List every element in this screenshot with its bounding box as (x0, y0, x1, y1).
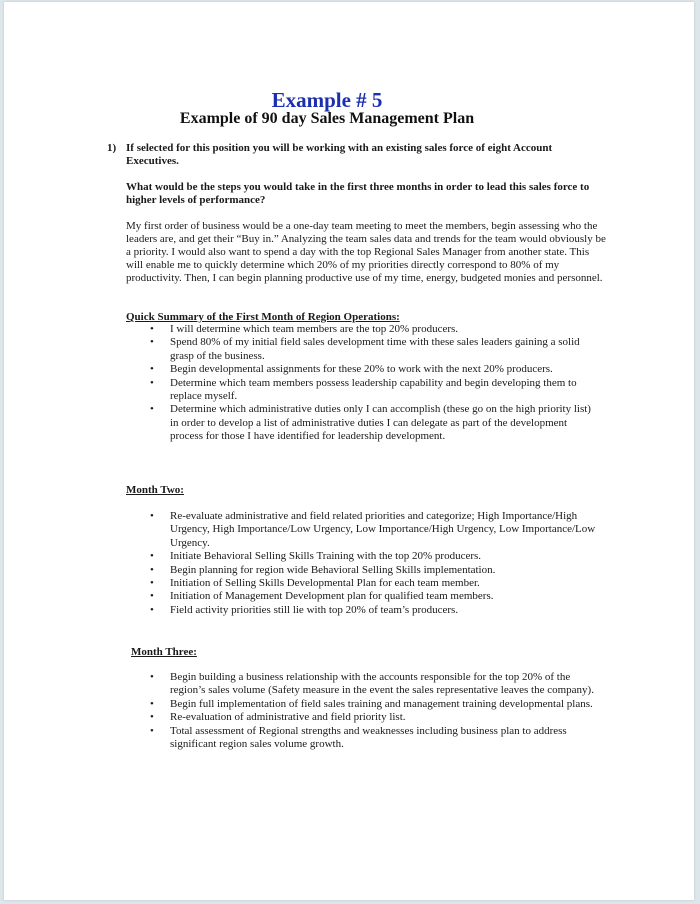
list-item: • Determine which administrative duties only I can accomplish (these go on the high priority list) in order to develop a list of administrative duties I can delegate as part of the development process for those I have identified for leadership development. (150, 403, 591, 443)
answer-paragraph: My first order of business would be a one-day team meeting to meet the members, begin assessing who the leaders are, and get their “Buy in.” Analyzing the team sales data and trends for the team would obviously be a priority. I would also want to spend a day with the top Regional Sales Manager from another state. This will enable me to quickly determine which 20% of my priorities directly correspond to 80% of my productivity. Then, I can begin planning productive use of my time, energy, budgeted monies and personnel. (126, 220, 606, 284)
first-month-list (126, 323, 596, 444)
list-item: • Begin building a business relationship with the accounts responsible for the top 20% of the region’s sales volume (Safety measure in the event the sales representative leaves the company). (150, 671, 594, 697)
document-title: Example # 5 (271, 88, 383, 112)
month-two-list (126, 510, 596, 617)
list-item: • Initiate Behavioral Selling Skills Training with the top 20% producers. (150, 550, 482, 563)
list-item: • Begin planning for region wide Behavioral Selling Skills implementation. (150, 563, 496, 576)
bullet-icon: • (150, 671, 154, 683)
section-heading-month-three: Month Three: (131, 646, 197, 658)
list-item: • Begin developmental assignments for these 20% to work with the next 20% producers. (150, 363, 553, 376)
bullet-icon: • (150, 711, 154, 724)
bullet-icon: • (150, 376, 154, 389)
bullet-icon: • (150, 336, 154, 349)
question-text: What would be the steps you would take in the first three months in order to lead this sales force to higher levels of performance? (126, 181, 590, 206)
bullet-icon: • (150, 363, 154, 376)
list-item: • Initiation of Management Development plan for qualified team members. (150, 590, 494, 603)
list-item: • Re-evaluation of administrative and field priority list. (150, 711, 406, 724)
list-item: • Total assessment of Regional strengths and weaknesses including business plan to address significant region sales volume growth. (150, 724, 567, 751)
section-heading-first-month: Quick Summary of the First Month of Region Operations: (126, 311, 400, 323)
list-item: • I will determine which team members are the top 20% producers. (150, 323, 459, 335)
bullet-icon: • (150, 550, 154, 563)
list-item: • Field activity priorities still lie with top 20% of team’s producers. (150, 603, 459, 616)
bullet-icon: • (150, 724, 154, 737)
list-item: • Begin full implementation of field sales training and management training developmental plans. (150, 697, 593, 710)
document-page (4, 2, 694, 900)
list-item: • Determine which team members possess leadership capability and begin developing them to replace myself. (150, 376, 577, 403)
bullet-icon: • (150, 323, 154, 335)
section-heading-month-two: Month Two: (126, 484, 184, 496)
list-item: • Initiation of Selling Skills Developmental Plan for each team member. (150, 577, 480, 590)
question-intro: If selected for this position you will be working with an existing sales force of eight Account Executives. (126, 142, 553, 167)
document-subtitle: Example of 90 day Sales Management Plan (179, 110, 475, 127)
question-number: 1) (107, 142, 117, 154)
bullet-icon: • (150, 510, 154, 522)
bullet-icon: • (150, 563, 154, 576)
bullet-icon: • (150, 697, 154, 710)
bullet-icon: • (150, 577, 154, 590)
bullet-icon: • (150, 403, 154, 416)
month-three-list (126, 671, 596, 751)
bullet-icon: • (150, 603, 154, 616)
bullet-icon: • (150, 590, 154, 603)
list-item: • Spend 80% of my initial field sales development time with these sales leaders gaining a solid grasp of the business. (150, 336, 580, 362)
list-item: • Re-evaluate administrative and field related priorities and categorize; High Importance/High Urgency, High Importance/Low Urgency, Low Importance/High Urgency, Low Importance/Low Urgency. (150, 510, 596, 549)
